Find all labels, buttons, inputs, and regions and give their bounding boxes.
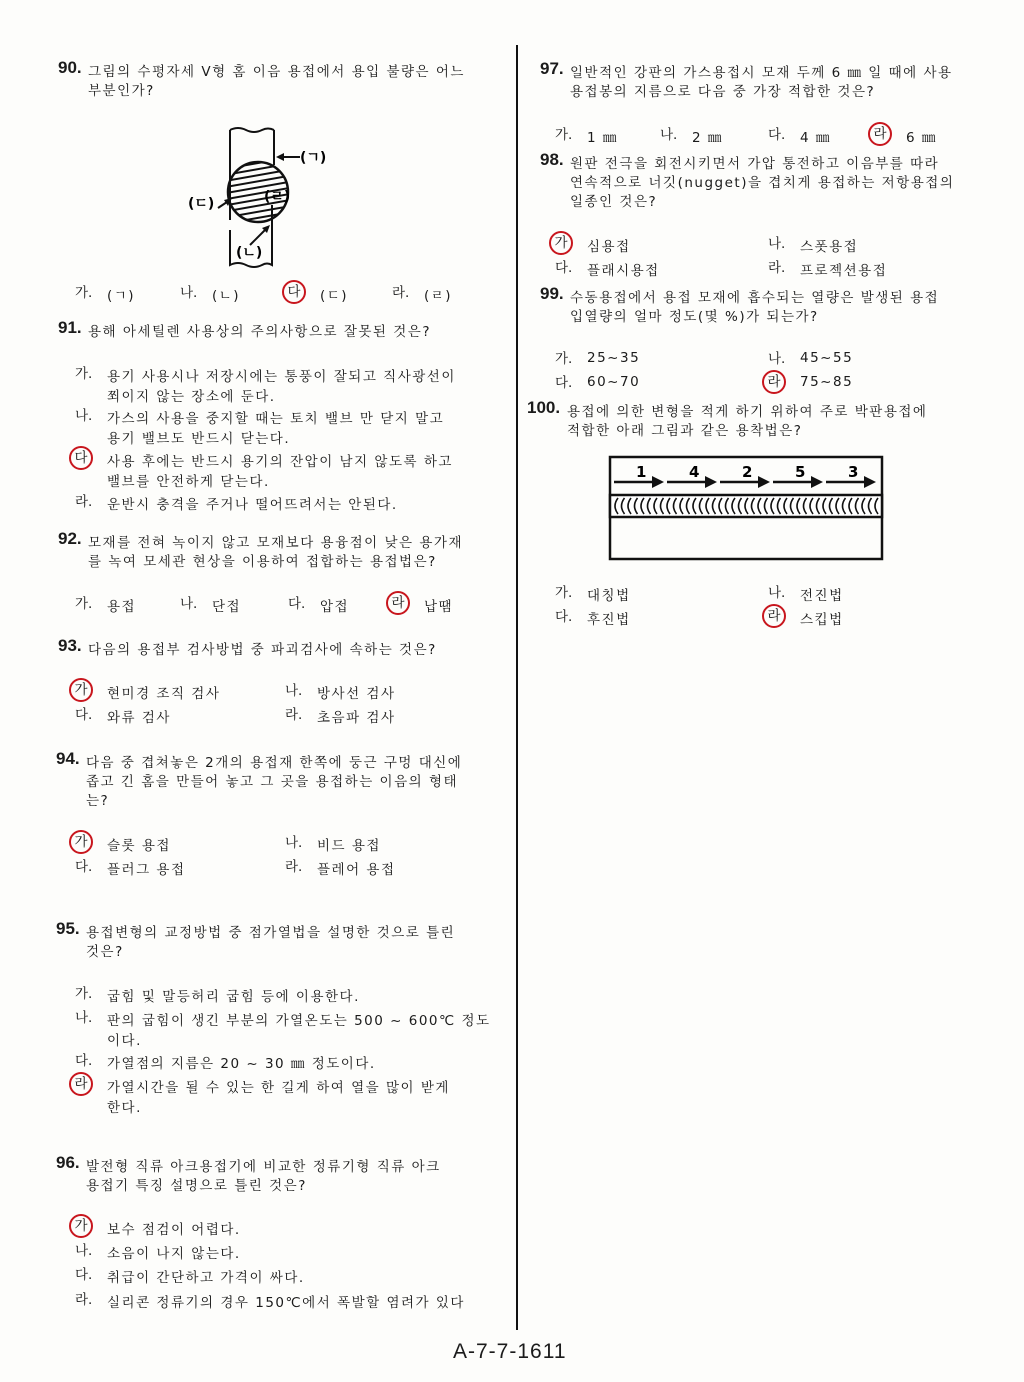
option-marker[interactable]: 나. — [75, 1243, 93, 1259]
answer-marker-circled[interactable]: 라 — [762, 370, 786, 394]
question-text: 부분인가? — [88, 83, 155, 99]
question-text: 일종인 것은? — [570, 194, 658, 210]
option-marker[interactable]: 다. — [75, 707, 93, 723]
option-text[interactable]: 밸브를 안전하게 닫는다. — [107, 474, 270, 490]
question-number: 95. — [56, 919, 80, 938]
option-text[interactable]: 납땜 — [424, 599, 454, 615]
question-number: 92. — [58, 529, 82, 548]
question-text: 입열량의 얼마 정도(몇 %)가 되는가? — [570, 309, 819, 325]
option-marker[interactable]: 라. — [392, 285, 410, 301]
option-text[interactable]: 방사선 검사 — [317, 686, 396, 702]
option-marker[interactable]: 나. — [285, 835, 303, 851]
option-marker[interactable]: 가. — [75, 366, 93, 382]
q90-weld-figure — [180, 125, 330, 270]
sequence-number: 1 — [636, 463, 647, 481]
option-text[interactable]: 프로젝션용접 — [800, 263, 888, 279]
option-marker[interactable]: 라. — [768, 260, 786, 276]
option-text[interactable]: 75~85 — [800, 374, 854, 390]
question-text: 발전형 직류 아크용접기에 비교한 정류기형 직류 아크 — [86, 1159, 441, 1175]
option-text[interactable]: 판의 굽힘이 생긴 부분의 가열온도는 500 ~ 600℃ 정도 — [107, 1013, 491, 1029]
option-marker[interactable]: 나. — [768, 351, 786, 367]
option-marker[interactable]: 나. — [768, 585, 786, 601]
option-marker[interactable]: 라. — [285, 859, 303, 875]
option-marker[interactable]: 가. — [75, 596, 93, 612]
option-marker[interactable]: 다. — [555, 260, 573, 276]
option-text[interactable]: 전진법 — [800, 588, 844, 604]
option-text[interactable]: 쬐이지 않는 장소에 둔다. — [107, 389, 276, 405]
option-marker[interactable]: 라. — [75, 494, 93, 510]
answer-marker-circled[interactable]: 라 — [868, 122, 892, 146]
question-text: 일반적인 강판의 가스용접시 모재 두께 6 ㎜ 일 때에 사용 — [570, 65, 953, 81]
column-divider — [516, 45, 518, 1330]
option-marker[interactable]: 다. — [75, 859, 93, 875]
option-marker[interactable]: 나. — [285, 683, 303, 699]
option-text[interactable]: 4 ㎜ — [800, 130, 831, 146]
option-text[interactable]: 슬롯 용접 — [107, 838, 171, 854]
option-marker[interactable]: 나. — [75, 408, 93, 424]
option-text[interactable]: 후진법 — [587, 612, 631, 628]
question-text: 용접에 의한 변형을 적게 하기 위하여 주로 박판용접에 — [567, 404, 928, 420]
option-text[interactable]: 굽힘 및 말등허리 굽힘 등에 이용한다. — [107, 989, 360, 1005]
weld-sequence-arrow — [667, 463, 717, 488]
option-text[interactable]: 보수 점검이 어렵다. — [107, 1222, 241, 1238]
weld-sequence-arrow — [614, 463, 664, 488]
option-text[interactable]: 45~55 — [800, 350, 854, 366]
question-text: 좁고 긴 홈을 만들어 놓고 그 곳을 용접하는 이음의 형태 — [86, 774, 459, 790]
option-marker[interactable]: 가. — [75, 986, 93, 1002]
question-text: 적합한 아래 그림과 같은 용착법은? — [567, 423, 803, 439]
option-text[interactable]: 소음이 나지 않는다. — [107, 1246, 241, 1262]
question-number: 100. — [527, 398, 561, 417]
option-marker[interactable]: 다. — [75, 1053, 93, 1069]
option-text[interactable]: 1 ㎜ — [587, 130, 618, 146]
question-text: 그림의 수평자세 V형 홈 이음 용접에서 용입 불량은 어느 — [88, 64, 465, 80]
question-text: 수동용접에서 용접 모재에 흡수되는 열량은 발생된 용접 — [570, 290, 940, 306]
option-text[interactable]: 6 ㎜ — [906, 130, 937, 146]
option-marker[interactable]: 나. — [180, 285, 198, 301]
option-text[interactable]: (ㄱ) — [107, 288, 136, 304]
option-text[interactable]: 용기 사용시나 저장시에는 통풍이 잘되고 직사광선이 — [107, 369, 456, 385]
option-text[interactable]: 스킵법 — [800, 612, 844, 628]
option-marker[interactable]: 다. — [75, 1267, 93, 1283]
question-text: 다음의 용접부 검사방법 중 파괴검사에 속하는 것은? — [88, 642, 437, 658]
question-text: 를 녹여 모세관 현상을 이용하여 접합하는 용접법은? — [88, 554, 437, 570]
answer-marker-circled[interactable]: 라 — [762, 604, 786, 628]
sequence-number: 4 — [689, 463, 700, 481]
question-number: 97. — [540, 59, 564, 78]
option-text[interactable]: (ㄴ) — [212, 288, 241, 304]
option-text[interactable]: 압접 — [320, 599, 350, 615]
question-text: 다음 중 겹쳐놓은 2개의 용접재 한쪽에 둥근 구멍 대신에 — [86, 755, 463, 771]
question-text: 모재를 전혀 녹이지 않고 모재보다 용융점이 낮은 용가재 — [88, 535, 463, 551]
question-text: 용접기 특징 설명으로 틀린 것은? — [86, 1178, 307, 1194]
sequence-number: 2 — [742, 463, 753, 481]
option-marker[interactable]: 라. — [285, 707, 303, 723]
option-text[interactable]: 단접 — [212, 599, 242, 615]
figure-label-b: (ㄴ) — [236, 245, 263, 261]
question-text: 원판 전극을 회전시키면서 가압 통전하고 이음부를 따라 — [570, 156, 940, 172]
answer-marker-circled[interactable]: 라 — [69, 1072, 93, 1096]
option-marker[interactable]: 다. — [555, 375, 573, 391]
question-text: 용해 아세틸렌 사용상의 주의사항으로 잘못된 것은? — [88, 324, 431, 340]
option-text[interactable]: 대칭법 — [587, 588, 631, 604]
option-text[interactable]: 60~70 — [587, 374, 641, 390]
q100-skip-weld-figure — [608, 455, 884, 563]
option-text[interactable]: 심용접 — [587, 239, 631, 255]
question-text: 용접변형의 교정방법 중 점가열법을 설명한 것으로 틀린 — [86, 925, 456, 941]
option-marker[interactable]: 나. — [180, 596, 198, 612]
option-marker[interactable]: 가. — [555, 585, 573, 601]
figure-label-c: (ㄷ) — [188, 196, 215, 212]
option-text[interactable]: 가열시간을 될 수 있는 한 길게 하여 열을 많이 받게 — [107, 1080, 450, 1096]
answer-marker-circled[interactable]: 가 — [69, 678, 93, 702]
option-marker[interactable]: 가. — [555, 351, 573, 367]
question-text: 연속적으로 너깃(nugget)을 겹치게 용접하는 저항용접의 — [570, 175, 955, 191]
option-text[interactable]: 가열점의 지름은 20 ~ 30 ㎜ 정도이다. — [107, 1056, 376, 1072]
question-text: 는? — [86, 793, 110, 809]
option-text[interactable]: (ㄷ) — [320, 288, 349, 304]
answer-marker-circled[interactable]: 라 — [386, 591, 410, 615]
question-number: 99. — [540, 284, 564, 303]
figure-label-a: (ㄱ) — [300, 150, 327, 166]
question-text: 용접봉의 지름으로 다음 중 가장 적합한 것은? — [570, 84, 876, 100]
option-text[interactable]: 운반시 충격을 주거나 떨어뜨려서는 안된다. — [107, 497, 398, 513]
option-marker[interactable]: 나. — [660, 127, 678, 143]
option-text[interactable]: 스폿용접 — [800, 239, 859, 255]
page-code: A-7-7-1611 — [453, 1340, 567, 1363]
option-marker[interactable]: 다. — [555, 609, 573, 625]
option-text[interactable]: 이다. — [107, 1033, 142, 1049]
answer-marker-circled[interactable]: 다 — [69, 446, 93, 470]
question-number: 98. — [540, 150, 564, 169]
question-number: 94. — [56, 749, 80, 768]
option-marker[interactable]: 라. — [75, 1292, 93, 1308]
answer-marker-circled[interactable]: 가 — [69, 830, 93, 854]
option-marker[interactable]: 가. — [75, 285, 93, 301]
option-marker[interactable]: 나. — [75, 1010, 93, 1026]
answer-marker-circled[interactable]: 가 — [69, 1214, 93, 1238]
figure-label-d: (ㄹ) — [264, 189, 291, 205]
question-number: 96. — [56, 1153, 80, 1172]
option-text[interactable]: 25~35 — [587, 350, 641, 366]
question-number: 93. — [58, 636, 82, 655]
option-text[interactable]: 실리콘 정류기의 경우 150℃에서 폭발할 염려가 있다 — [107, 1295, 465, 1311]
sequence-number: 5 — [795, 463, 806, 481]
option-text[interactable]: (ㄹ) — [424, 288, 453, 304]
question-text: 것은? — [86, 944, 124, 960]
question-number: 90. — [58, 58, 82, 77]
answer-marker-circled[interactable]: 가 — [549, 231, 573, 255]
option-text[interactable]: 비드 용접 — [317, 838, 381, 854]
option-text[interactable]: 현미경 조직 검사 — [107, 686, 221, 702]
question-number: 91. — [58, 318, 82, 337]
option-text[interactable]: 취급이 간단하고 가격이 싸다. — [107, 1270, 305, 1286]
option-text[interactable]: 플레어 용접 — [317, 862, 396, 878]
option-marker[interactable]: 다. — [768, 127, 786, 143]
option-text[interactable]: 용기 밸브도 반드시 닫는다. — [107, 431, 291, 447]
answer-marker-circled[interactable]: 다 — [282, 280, 306, 304]
option-text[interactable]: 플래시용접 — [587, 263, 660, 279]
option-text[interactable]: 와류 검사 — [107, 710, 171, 726]
option-text[interactable]: 한다. — [107, 1100, 142, 1116]
option-text[interactable]: 가스의 사용을 중지할 때는 토치 밸브 만 닫지 말고 — [107, 411, 445, 427]
option-text[interactable]: 용접 — [107, 599, 137, 615]
weld-sequence-arrow — [826, 463, 876, 488]
option-marker[interactable]: 다. — [288, 596, 306, 612]
option-text[interactable]: 사용 후에는 반드시 용기의 잔압이 남지 않도록 하고 — [107, 454, 453, 470]
option-text[interactable]: 플러그 용접 — [107, 862, 186, 878]
sequence-number: 3 — [848, 463, 859, 481]
option-marker[interactable]: 나. — [768, 236, 786, 252]
weld-sequence-arrow — [720, 463, 770, 488]
option-text[interactable]: 초음파 검사 — [317, 710, 396, 726]
option-marker[interactable]: 가. — [555, 127, 573, 143]
weld-sequence-arrow — [773, 463, 823, 488]
option-text[interactable]: 2 ㎜ — [692, 130, 723, 146]
